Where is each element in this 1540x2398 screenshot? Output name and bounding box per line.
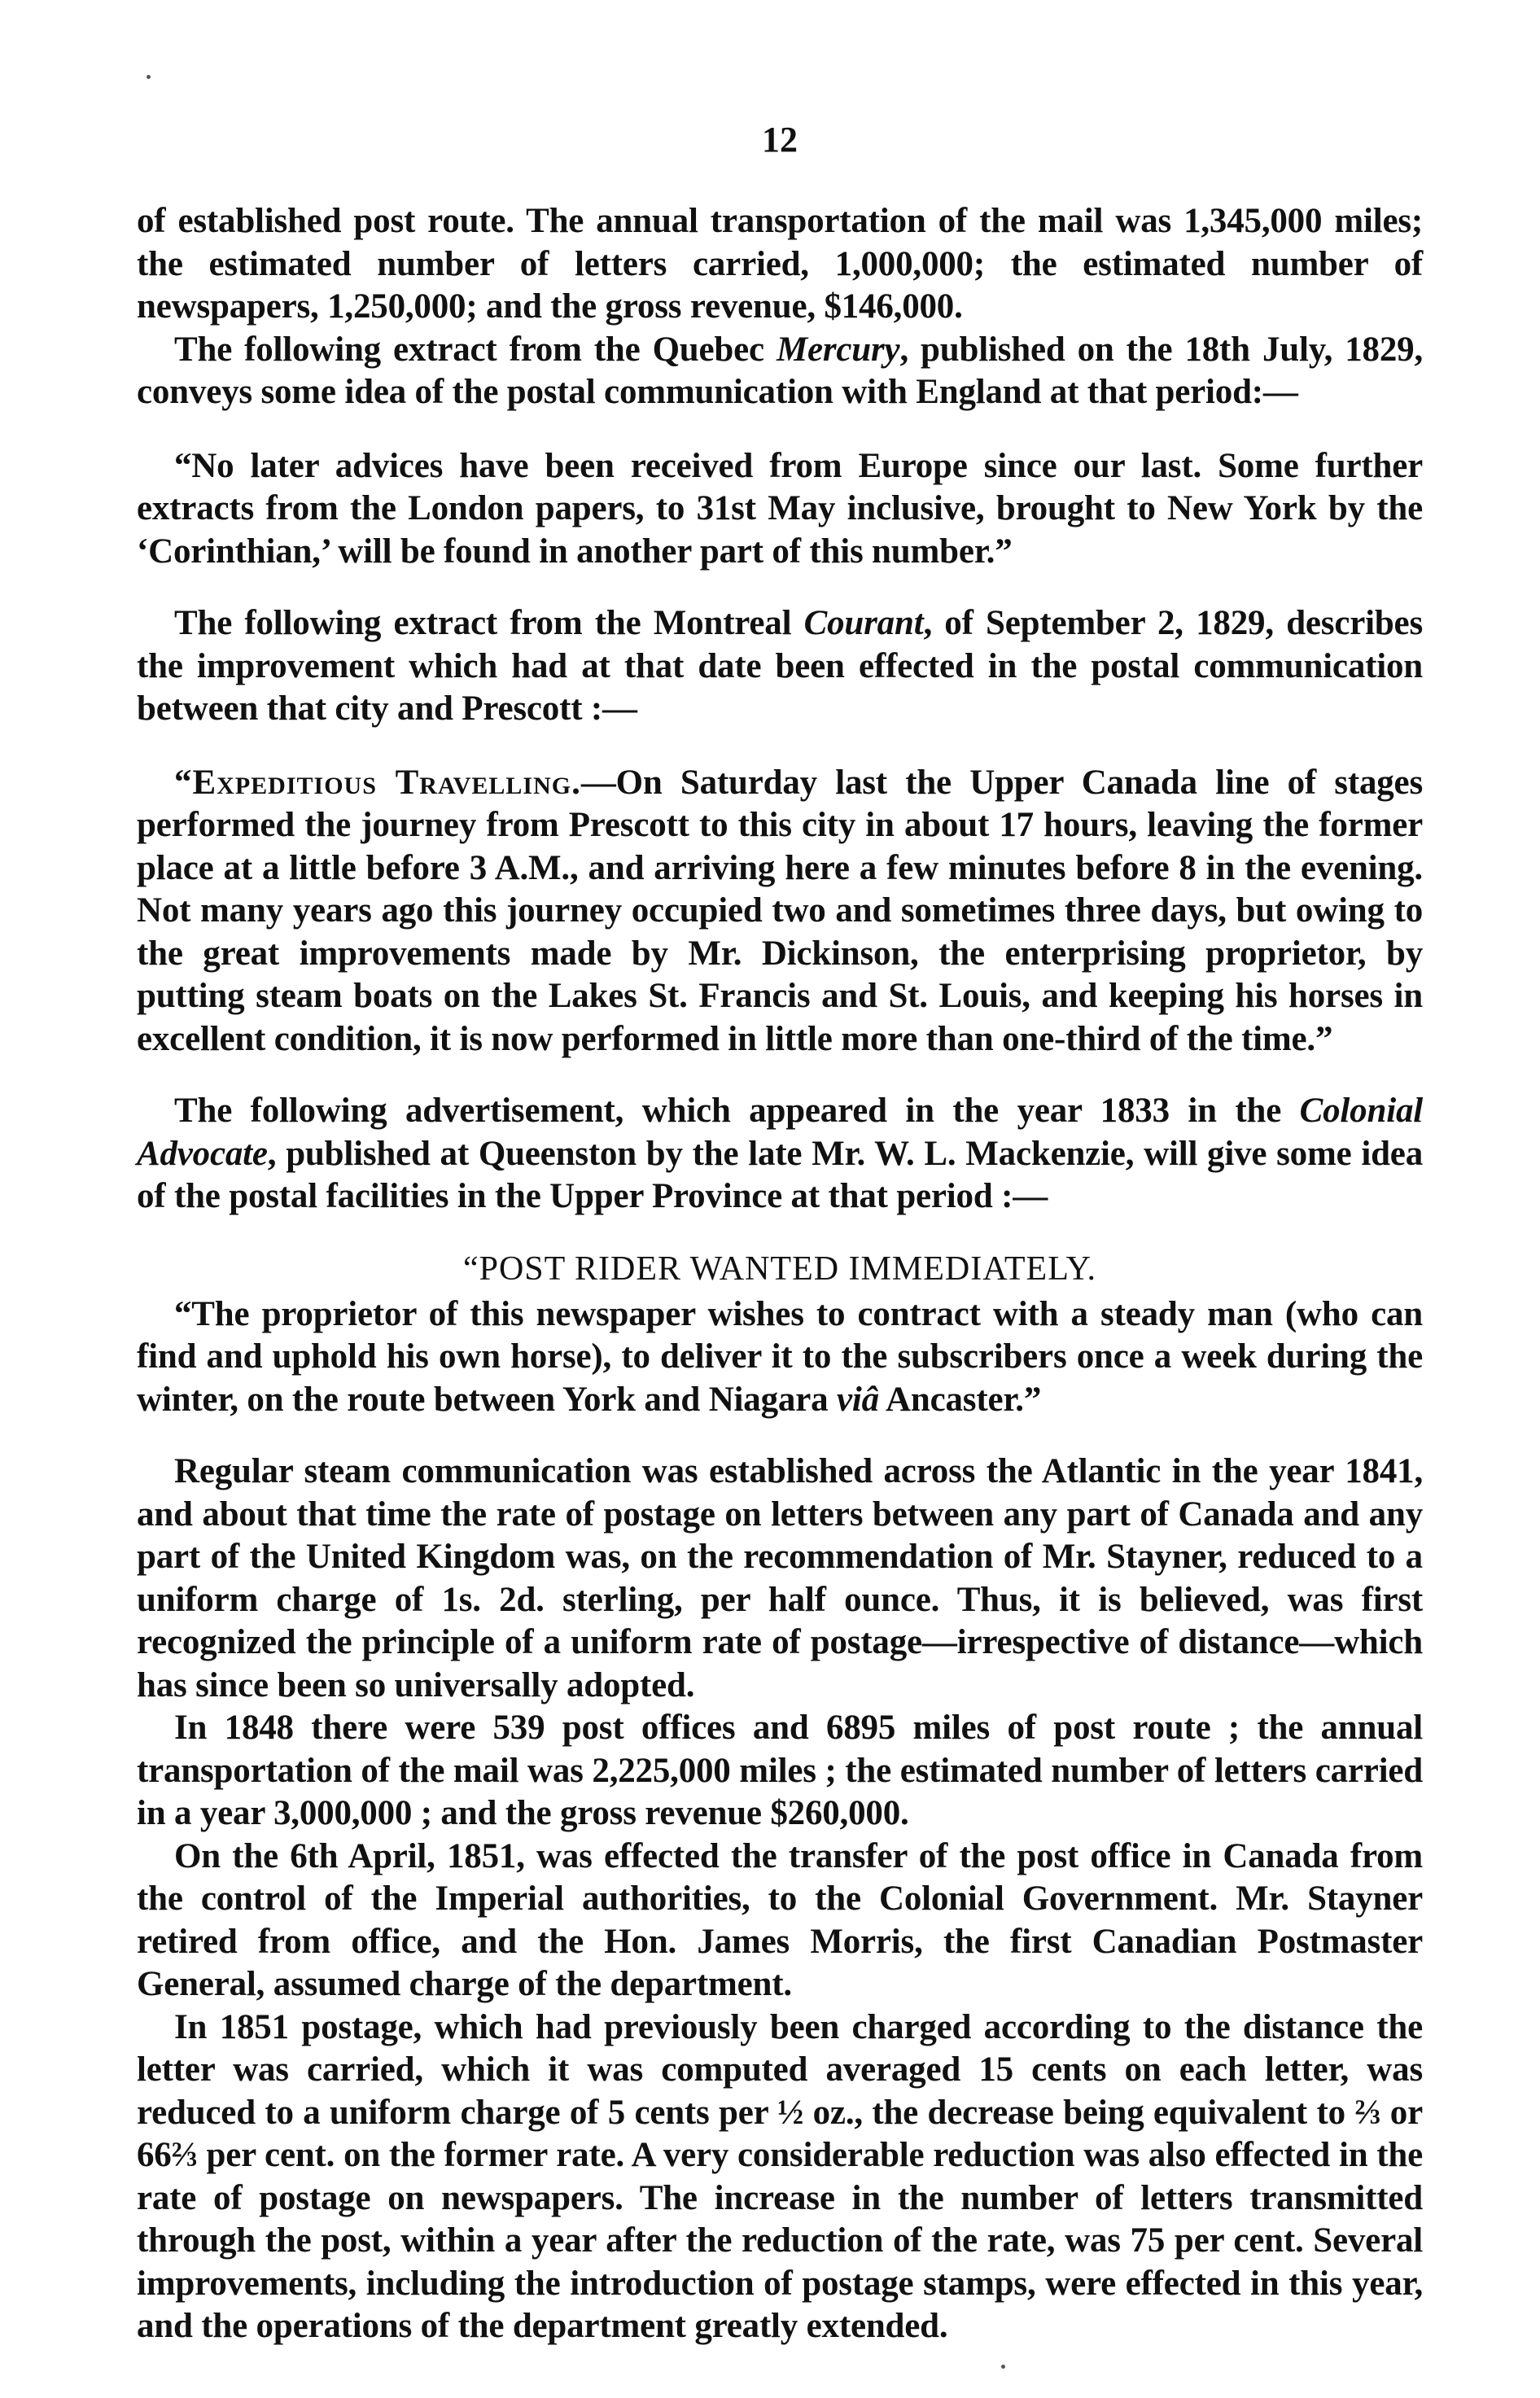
quote-advertisement-body — [137, 1293, 1423, 1422]
paragraph-1851-transfer: On the 6th April, 1851, was effected the transfer of the post office in Canada from the control of the Imperial authorities, to the Colonial Government. Mr. Stayner retired from office, and the Hon. James Morris, the first Canadian Postmaster General, assumed charge of the department. — [137, 1836, 1423, 2003]
paragraph-montreal-courant-intro — [137, 602, 1423, 731]
text-run: , published at Queenston by the late Mr. W. L. Mackenzie, will give some idea of the postal facilities in the Upper Province at that period :— — [137, 1134, 1423, 1215]
scan-speck — [147, 75, 151, 79]
quote-title-small-caps: “Expeditious Travelling. — [174, 763, 581, 802]
text-run: The following extract from the Montreal — [174, 604, 804, 642]
quote-no-later-advices: “No later advices have been received from Europe since our last. Some further extracts from the London papers, to 31st May inclusive, brought to New York by the ‘Corinthian,’ will be found in another part of this number.” — [137, 446, 1423, 571]
page-number: 12 — [762, 120, 798, 160]
paragraph-1848-statistics: In 1848 there were 539 post offices and 6895 miles of post route ; the annual transportation of the mail was 2,225,000 miles ; the estimated number of letters carried in a year 3,000,000 ; and the gross revenue $260,000. — [137, 1709, 1423, 1832]
paragraph-advertisement-intro — [137, 1090, 1423, 1219]
document-page — [137, 122, 1423, 2348]
text-run: The following advertisement, which appeared in the year 1833 in the — [174, 1092, 1300, 1130]
newspaper-name-mercury: Mercury — [776, 330, 900, 369]
text-run: Ancaster.” — [878, 1380, 1042, 1419]
newspaper-name-courant: Courant — [803, 604, 924, 642]
paragraph-quebec-mercury-intro — [137, 329, 1423, 414]
text-run: , of September 2, 1829, describes the improvement which had at that date been effected in the postal communication between that city and Prescott :— — [137, 604, 1423, 728]
quote-expeditious-travelling — [137, 762, 1423, 1061]
paragraph-1851-postage: In 1851 postage, which had previously been charged according to the distance the letter was carried, which it was computed averaged 15 cents on each letter, was reduced to a uniform charge of 5 cents per ½ oz., the decrease being equivalent to ⅔ or 66⅔ per cent. on the former rate. A very considerable reduction was also effected in the rate of postage on newspapers. The increase in the number of letters transmitted through the post, within a year after the reduction of the rate, was 75 per cent. Several improvements, including the introduction of postage stamps, were effected in this year, and the operations of the department greatly extended. — [137, 2007, 1423, 2345]
paragraph-route-statistics: of established post route. The annual transportation of the mail was 1,345,000 miles; the estimated number of letters carried, 1,000,000; the estimated number of newspapers, 1,250,000; and the gross revenue, $146,000. — [137, 202, 1423, 326]
text-run: The following extract from the Quebec — [174, 330, 777, 369]
text-run: , published on the 18th July, 1829, conveys some idea of the postal communication with England at that period:— — [137, 330, 1424, 411]
text-run: —On Saturday last the Upper Canada line of stages performed the journey from Prescott to this city in about 17 hours, leaving the former place at a little before 3 A.M., and arriving here a few minutes before 8 in the evening. Not many years ago this journey occupied two and sometimes three days, but owing to the great improvements made by Mr. Dickinson, the enterprising proprietor, by putting steam boats on the Lakes St. Francis and St. Louis, and keeping his horses in excellent condition, it is now performed in little more than one-third of the time.” — [137, 763, 1423, 1058]
text-run: “The proprietor of this newspaper wishes to contract with a steady man (who can find and uphold his own horse), to deliver it to the subscribers once a week during the winter, on the route between York and Niagara — [137, 1294, 1423, 1419]
italic-via: viâ — [836, 1380, 879, 1419]
newspaper-name-colonial-advocate: Colonial Advocate — [137, 1092, 1423, 1173]
scan-speck — [1001, 2365, 1005, 2369]
advertisement-heading: “POST RIDER WANTED IMMEDIATELY. — [462, 1249, 1097, 1288]
paragraph-steam-communication: Regular steam communication was established across the Atlantic in the year 1841, and about that time the rate of postage on letters between any part of Canada and any part of the United Kingdom was, on the recommendation of Mr. Stayner, reduced to a uniform charge of 1s. 2d. sterling, per half ounce. Thus, it is believed, was first recognized the principle of a uniform rate of postage—irrespective of distance—which has since been so universally adopted. — [137, 1452, 1423, 1704]
